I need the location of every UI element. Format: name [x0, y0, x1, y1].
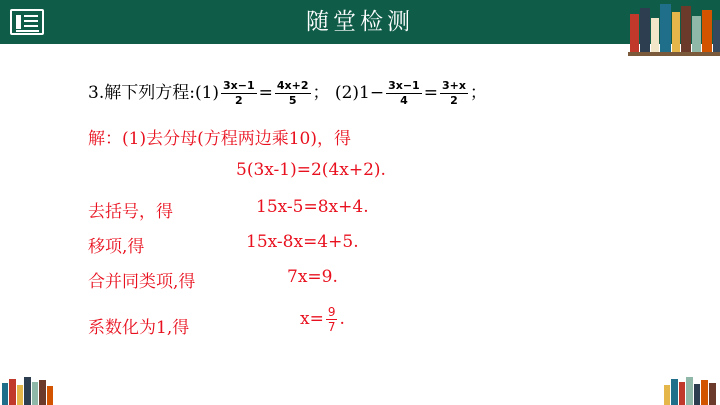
fraction-numerator: 4x+2	[276, 79, 309, 92]
fraction-denominator: 2	[450, 94, 458, 107]
solution-line-1: 解：(1)去分母(方程两边乘10)，得	[88, 129, 351, 149]
fraction-denominator: 7	[327, 320, 336, 334]
problem-statement	[88, 78, 487, 108]
fraction	[326, 305, 338, 334]
step-label: 移项,得	[88, 237, 145, 257]
bookshelf-icon	[628, 0, 720, 56]
equals-sign: =	[258, 83, 273, 103]
variable-x: x=	[300, 309, 324, 329]
step-label: 系数化为1,得	[88, 318, 190, 338]
step-label: 合并同类项,得	[88, 272, 196, 292]
solution-line-2: 5(3x-1)=2(4x+2).	[236, 160, 386, 180]
period: .	[339, 309, 345, 329]
problem-end: ；	[469, 83, 487, 103]
problem-prefix: 3.解下列方程:(1)	[88, 83, 220, 103]
fraction-numerator: 9	[327, 305, 336, 319]
fraction	[221, 79, 257, 108]
fraction-denominator: 2	[235, 94, 243, 107]
fraction	[386, 79, 422, 108]
step-equation: 15x-5=8x+4.	[256, 197, 369, 217]
fraction	[275, 79, 311, 108]
step-equation: 7x=9.	[287, 267, 338, 287]
step-equation: 15x-8x=4+5.	[246, 232, 359, 252]
bookshelf-icon	[662, 375, 720, 405]
problem-separator: ； (2)1−	[312, 83, 385, 103]
bookshelf-icon	[0, 375, 58, 405]
step-label: 去括号，得	[88, 202, 173, 222]
fraction	[440, 79, 468, 108]
page-title: 随堂检测	[306, 9, 414, 35]
fraction-numerator: 3x−1	[223, 79, 255, 92]
equals-sign: =	[423, 83, 438, 103]
fraction-numerator: 3+x	[441, 79, 466, 92]
fraction-numerator: 3x−1	[388, 79, 420, 92]
step-equation	[300, 305, 345, 334]
fraction-denominator: 5	[288, 94, 297, 107]
fraction-denominator: 4	[400, 94, 408, 107]
